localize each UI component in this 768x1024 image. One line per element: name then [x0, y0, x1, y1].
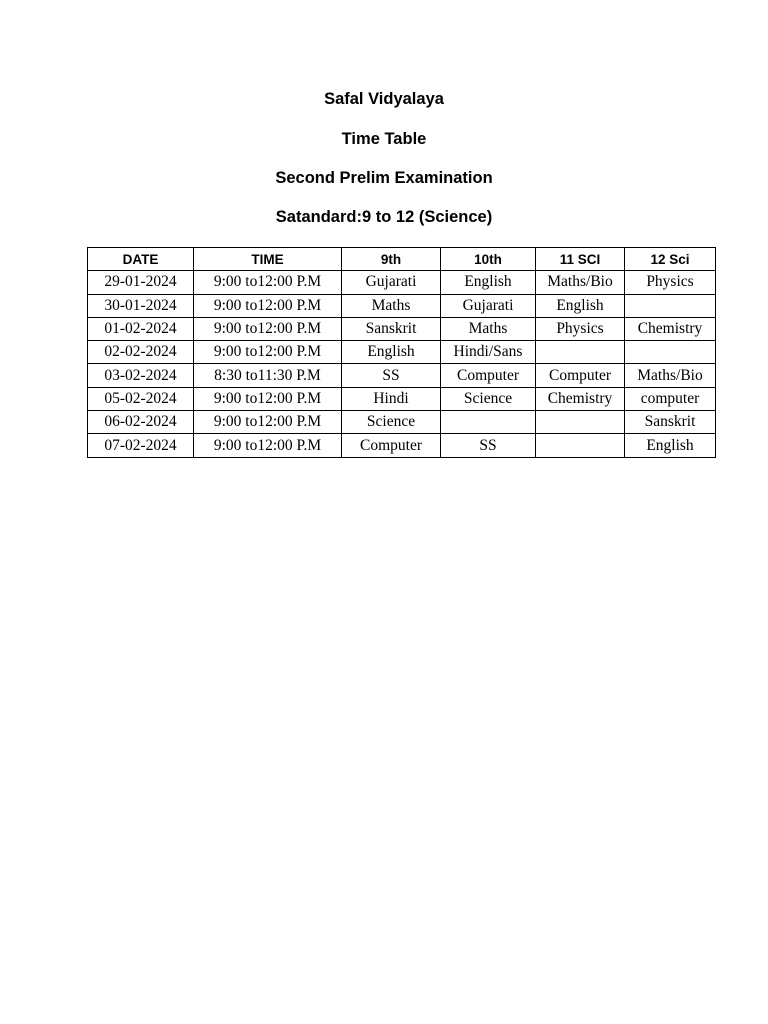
subject-10th-cell: Hindi/Sans	[441, 341, 536, 364]
subject-9th-cell: English	[342, 341, 441, 364]
subject-9th-cell: Sanskrit	[342, 317, 441, 340]
subject-11-sci-cell: Chemistry	[536, 387, 625, 410]
subject-12-sci-cell	[625, 294, 716, 317]
subject-12-sci-cell	[625, 341, 716, 364]
school-name: Safal Vidyalaya	[324, 90, 444, 108]
subject-11-sci-cell	[536, 411, 625, 434]
subject-12-sci-cell: Chemistry	[625, 317, 716, 340]
subject-11-sci-cell	[536, 434, 625, 457]
subject-12-sci-cell: computer	[625, 387, 716, 410]
subject-11-sci-cell: English	[536, 294, 625, 317]
subject-10th-cell: Computer	[441, 364, 536, 387]
table-row	[88, 387, 716, 410]
subject-12-sci-cell: Physics	[625, 271, 716, 294]
subject-12-sci-cell: Maths/Bio	[625, 364, 716, 387]
column-header-11-sci: 11 SCI	[536, 248, 625, 271]
subject-10th-cell: Gujarati	[441, 294, 536, 317]
table-row	[88, 271, 716, 294]
standard-label: Satandard:9 to 12 (Science)	[275, 208, 493, 226]
date-cell: 03-02-2024	[88, 364, 194, 387]
subject-11-sci-cell	[536, 341, 625, 364]
subject-9th-cell: SS	[342, 364, 441, 387]
column-header-12-sci: 12 Sci	[625, 248, 716, 271]
subject-12-sci-cell: English	[625, 434, 716, 457]
subject-10th-cell	[441, 411, 536, 434]
table-row	[88, 294, 716, 317]
subject-11-sci-cell: Physics	[536, 317, 625, 340]
subject-10th-cell: Maths	[441, 317, 536, 340]
time-cell: 9:00 to12:00 P.M	[194, 341, 342, 364]
subject-11-sci-cell: Maths/Bio	[536, 271, 625, 294]
table-row	[88, 341, 716, 364]
date-cell: 02-02-2024	[88, 341, 194, 364]
subject-9th-cell: Gujarati	[342, 271, 441, 294]
subject-9th-cell: Science	[342, 411, 441, 434]
column-header-date: DATE	[88, 248, 194, 271]
subject-9th-cell: Maths	[342, 294, 441, 317]
document-title: Time Table	[341, 130, 427, 148]
date-cell: 07-02-2024	[88, 434, 194, 457]
timetable	[87, 247, 716, 458]
time-cell: 9:00 to12:00 P.M	[194, 411, 342, 434]
date-cell: 01-02-2024	[88, 317, 194, 340]
column-header-time: TIME	[194, 248, 342, 271]
exam-name: Second Prelim Examination	[275, 169, 493, 187]
time-cell: 9:00 to12:00 P.M	[194, 434, 342, 457]
time-cell: 9:00 to12:00 P.M	[194, 387, 342, 410]
date-cell: 30-01-2024	[88, 294, 194, 317]
table-row	[88, 317, 716, 340]
subject-10th-cell: SS	[441, 434, 536, 457]
time-cell: 9:00 to12:00 P.M	[194, 271, 342, 294]
subject-10th-cell: English	[441, 271, 536, 294]
subject-9th-cell: Hindi	[342, 387, 441, 410]
header-row	[88, 248, 716, 271]
time-cell: 9:00 to12:00 P.M	[194, 294, 342, 317]
column-header-9th: 9th	[342, 248, 441, 271]
subject-12-sci-cell: Sanskrit	[625, 411, 716, 434]
column-header-10th: 10th	[441, 248, 536, 271]
table-row	[88, 364, 716, 387]
date-cell: 06-02-2024	[88, 411, 194, 434]
date-cell: 29-01-2024	[88, 271, 194, 294]
table-row	[88, 434, 716, 457]
time-cell: 8:30 to11:30 P.M	[194, 364, 342, 387]
subject-11-sci-cell: Computer	[536, 364, 625, 387]
date-cell: 05-02-2024	[88, 387, 194, 410]
table-row	[88, 411, 716, 434]
time-cell: 9:00 to12:00 P.M	[194, 317, 342, 340]
subject-10th-cell: Science	[441, 387, 536, 410]
subject-9th-cell: Computer	[342, 434, 441, 457]
